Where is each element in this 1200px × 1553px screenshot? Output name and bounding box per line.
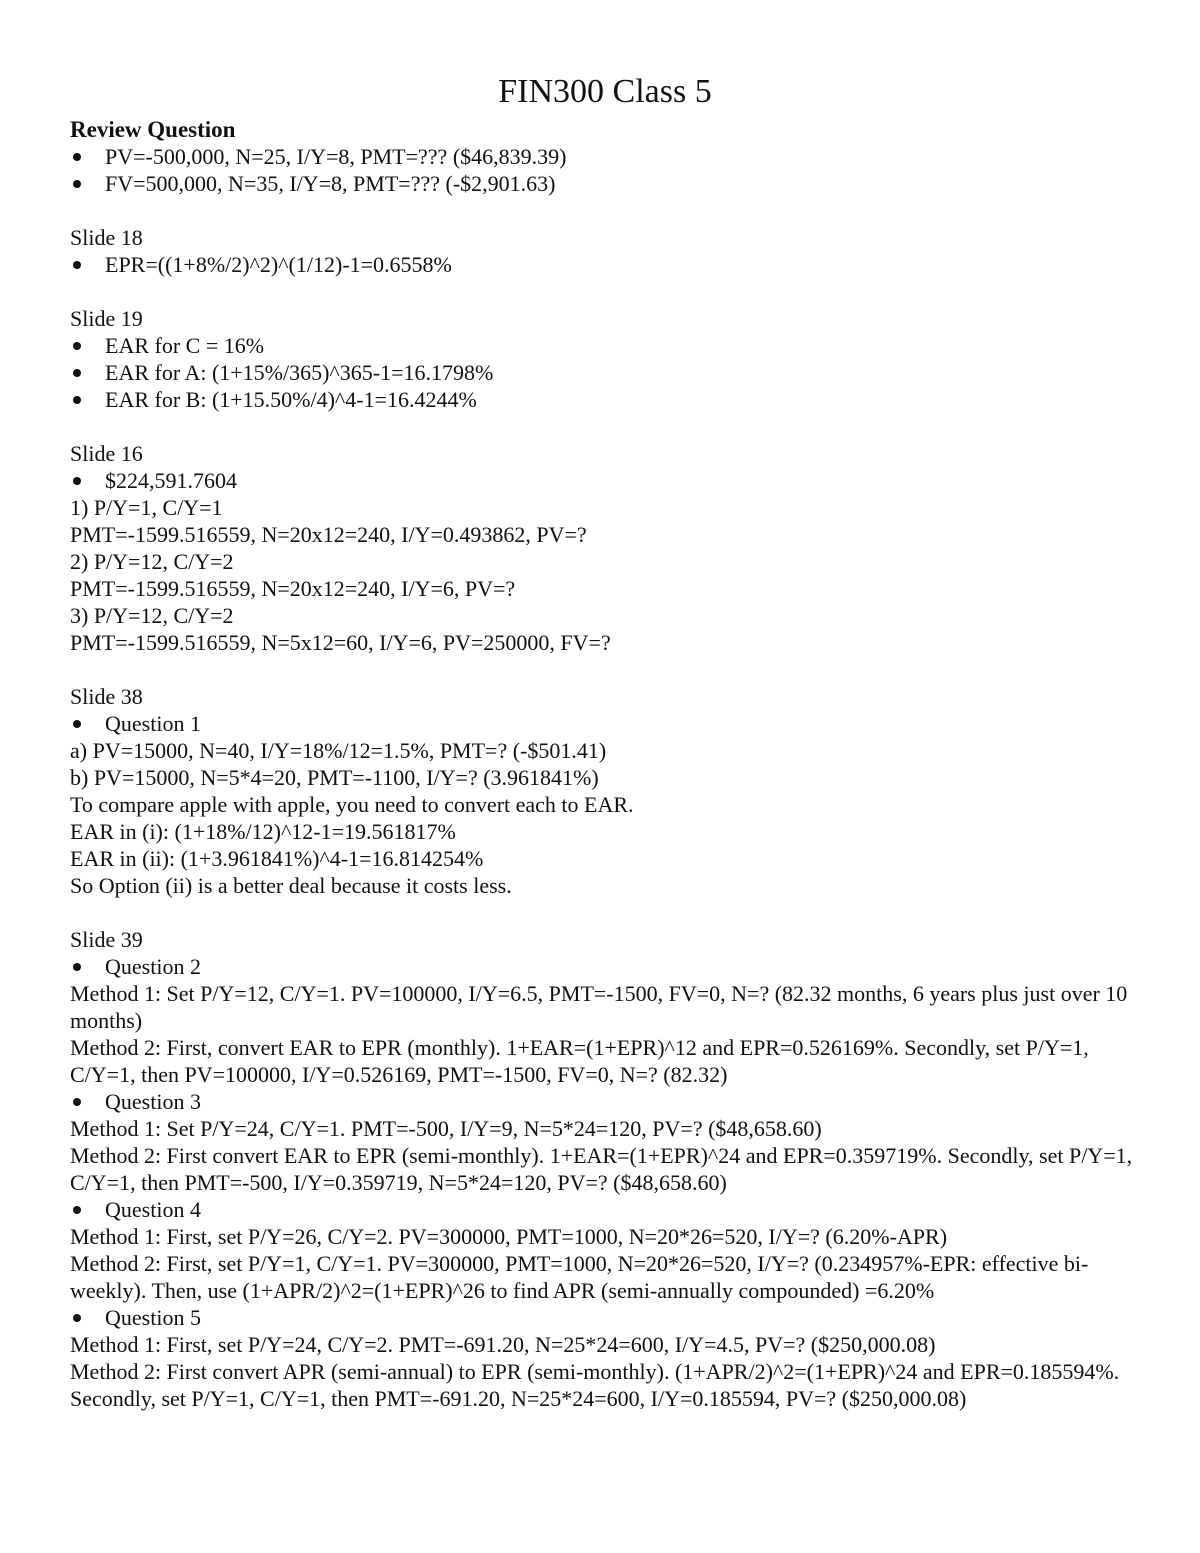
question3-bullet: Question 3 (70, 1088, 1140, 1115)
slide38-heading: Slide 38 (70, 684, 143, 709)
slide16-bullet: $224,591.7604 (70, 467, 1140, 494)
slide38-bullet: Question 1 (70, 710, 1140, 737)
slide16-line: PMT=-1599.516559, N=20x12=240, I/Y=6, PV=? (70, 576, 516, 601)
slide38-line: a) PV=15000, N=40, I/Y=18%/12=1.5%, PMT=? (-$501.41) (70, 738, 607, 763)
slide38-line: EAR in (i): (1+18%/12)^12-1=19.561817% (70, 819, 456, 844)
spacer (70, 413, 1140, 440)
slide16-heading: Slide 16 (70, 441, 143, 466)
slide19-bullet: EAR for A: (1+15%/365)^365-1=16.1798% (70, 359, 1140, 386)
question4-bullet: Question 4 (70, 1196, 1140, 1223)
question4-method1: Method 1: First, set P/Y=26, C/Y=2. PV=300000, PMT=1000, N=20*26=520, I/Y=? (6.20%-APR) (70, 1224, 948, 1249)
spacer (70, 656, 1140, 683)
question2-method2: Method 2: First, convert EAR to EPR (monthly). 1+EAR=(1+EPR)^12 and EPR=0.526169%. Secondly, set P/Y=1, C/Y=1, then PV=100000, I/Y=0.526169, PMT=-1500, FV=0, N=? (82.32) (70, 1035, 1095, 1087)
review-heading: Review Question (70, 117, 236, 142)
slide16-line: PMT=-1599.516559, N=20x12=240, I/Y=0.493862, PV=? (70, 522, 587, 547)
slide38-line: To compare apple with apple, you need to convert each to EAR. (70, 792, 634, 817)
slide16-line: 3) P/Y=12, C/Y=2 (70, 603, 234, 628)
slide18-heading: Slide 18 (70, 225, 143, 250)
slide38-line: EAR in (ii): (1+3.961841%)^4-1=16.814254% (70, 846, 484, 871)
document-page (70, 70, 1140, 1412)
slide19-bullet: EAR for C = 16% (70, 332, 1140, 359)
question5-bullet: Question 5 (70, 1304, 1140, 1331)
question5-method1: Method 1: First, set P/Y=24, C/Y=2. PMT=-691.20, N=25*24=600, I/Y=4.5, PV=? ($250,000.08) (70, 1332, 936, 1357)
page-title: FIN300 Class 5 (498, 73, 712, 110)
slide16-line: 1) P/Y=1, C/Y=1 (70, 495, 223, 520)
spacer (70, 278, 1140, 305)
slide39-heading: Slide 39 (70, 927, 143, 952)
slide16-line: PMT=-1599.516559, N=5x12=60, I/Y=6, PV=250000, FV=? (70, 630, 611, 655)
slide16-line: 2) P/Y=12, C/Y=2 (70, 549, 234, 574)
question2-bullet: Question 2 (70, 953, 1140, 980)
slide19-bullet: EAR for B: (1+15.50%/4)^4-1=16.4244% (70, 386, 1140, 413)
slide18-bullet: EPR=((1+8%/2)^2)^(1/12)-1=0.6558% (70, 251, 1140, 278)
question3-method1: Method 1: Set P/Y=24, C/Y=1. PMT=-500, I/Y=9, N=5*24=120, PV=? ($48,658.60) (70, 1116, 822, 1141)
question3-method2: Method 2: First convert EAR to EPR (semi-monthly). 1+EAR=(1+EPR)^24 and EPR=0.359719%. Secondly, set P/Y=1, C/Y=1, then PMT=-500, I/Y=0.359719, N=5*24=120, PV=? ($48,658.60) (70, 1143, 1138, 1195)
question5-method2: Method 2: First convert APR (semi-annual) to EPR (semi-monthly). (1+APR/2)^2=(1+EPR)^24 and EPR=0.185594%. Secondly, set P/Y=1, C/Y=1, then PMT=-691.20, N=25*24=600, I/Y=0.185594, PV=? ($250,000.08) (70, 1359, 1125, 1411)
slide38-line: b) PV=15000, N=5*4=20, PMT=-1100, I/Y=? (3.961841%) (70, 765, 599, 790)
question2-method1: Method 1: Set P/Y=12, C/Y=1. PV=100000, I/Y=6.5, PMT=-1500, FV=0, N=? (82.32 months, 6 years plus just over 10 months) (70, 981, 1133, 1033)
slide19-heading: Slide 19 (70, 306, 143, 331)
review-bullet: FV=500,000, N=35, I/Y=8, PMT=??? (-$2,901.63) (70, 170, 1140, 197)
slide38-line: So Option (ii) is a better deal because it costs less. (70, 873, 512, 898)
review-bullet: PV=-500,000, N=25, I/Y=8, PMT=??? ($46,839.39) (70, 143, 1140, 170)
question4-method2: Method 2: First, set P/Y=1, C/Y=1. PV=300000, PMT=1000, N=20*26=520, I/Y=? (0.234957%-EPR: effective bi-weekly). Then, use (1+APR/2)^2=(1+EPR)^26 to find APR (semi-annually compounded) =6.20% (70, 1251, 1089, 1303)
spacer (70, 899, 1140, 926)
spacer (70, 197, 1140, 224)
